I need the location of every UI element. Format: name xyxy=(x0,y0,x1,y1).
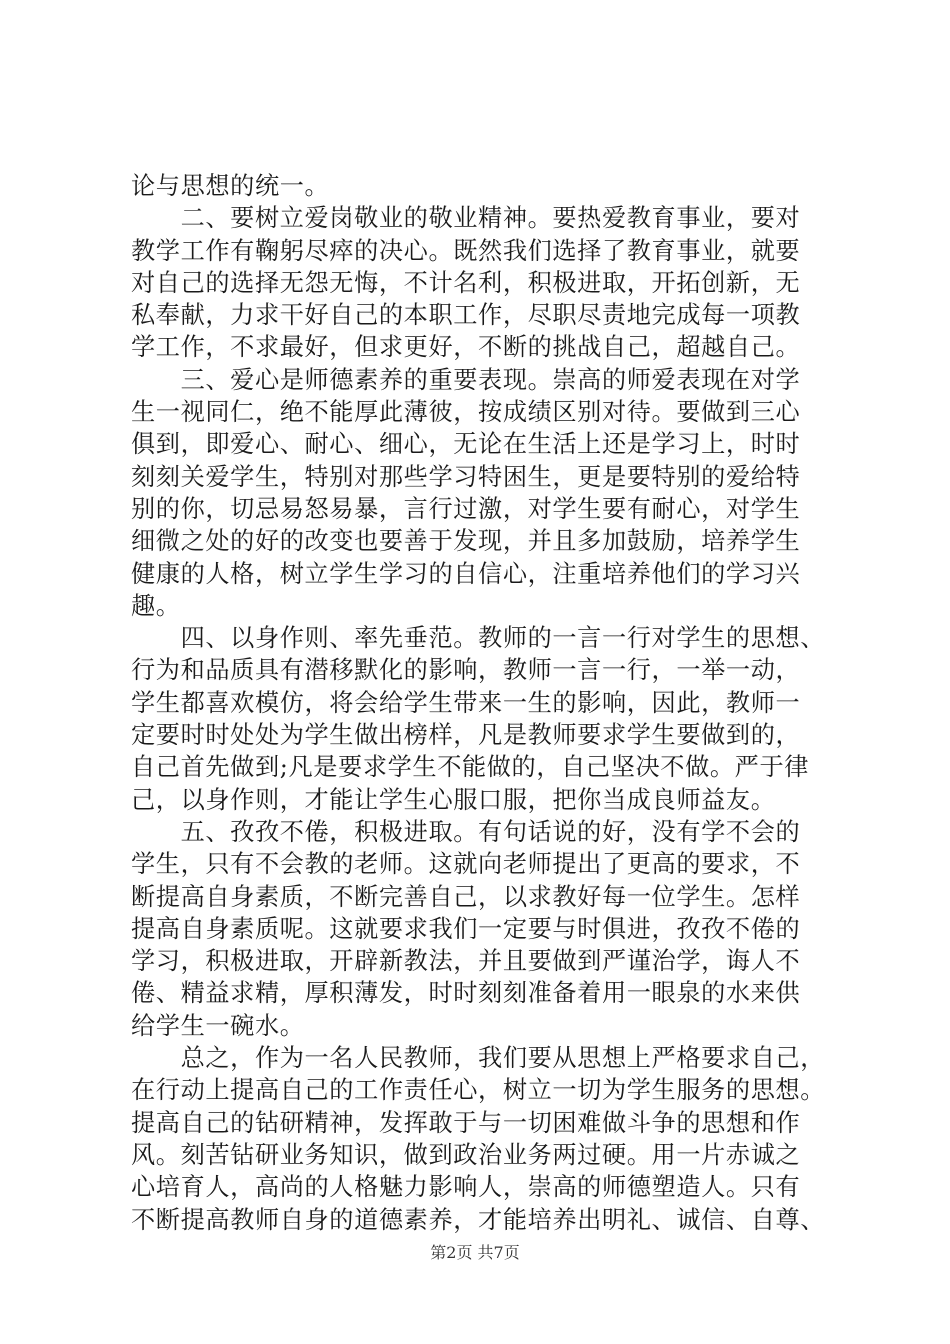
text-line: 四、以身作则、率先垂范。教师的一言一行对学生的思想、 xyxy=(131,624,826,653)
text-line: 自己首先做到;凡是要求学生不能做的，自己坚决不做。严于律 xyxy=(131,753,810,782)
text-line: 己，以身作则，才能让学生心服口服，把你当成良师益友。 xyxy=(131,785,776,814)
text-line: 健康的人格，树立学生学习的自信心，注重培养他们的学习兴 xyxy=(131,559,801,588)
text-line: 刻刻关爱学生，特别对那些学习特困生，更是要特别的爱给特 xyxy=(131,462,801,491)
text-line: 总之，作为一名人民教师，我们要从思想上严格要求自己， xyxy=(131,1044,826,1073)
text-line: 三、爱心是师德素养的重要表现。崇高的师爱表现在对学 xyxy=(131,365,801,394)
text-line: 学生，只有不会教的老师。这就向老师提出了更高的要求，不 xyxy=(131,850,801,879)
text-line: 论与思想的统一。 xyxy=(131,172,330,200)
text-line: 细微之处的好的改变也要善于发现，并且多加鼓励，培养学生 xyxy=(131,527,801,556)
text-line: 给学生一碗水。 xyxy=(131,1011,305,1040)
text-line: 学工作，不求最好，但求更好，不断的挑战自己，超越自己。 xyxy=(131,333,801,362)
text-line: 五、孜孜不倦，积极进取。有句话说的好，没有学不会的 xyxy=(131,817,801,846)
text-line: 二、要树立爱岗敬业的敬业精神。要热爱教育事业，要对 xyxy=(131,204,801,233)
text-line: 风。刻苦钻研业务知识，做到政治业务两过硬。用一片赤诚之 xyxy=(131,1140,801,1169)
page-number-footer: 第2页 共7页 xyxy=(430,1243,520,1262)
text-line: 别的你，切忌易怒易暴，言行过激，对学生要有耐心，对学生 xyxy=(131,494,801,523)
text-line: 断提高自身素质，不断完善自己，以求教好每一位学生。怎样 xyxy=(131,882,801,911)
text-line: 对自己的选择无怨无悔，不计名利，积极进取，开拓创新，无 xyxy=(131,268,801,297)
text-line: 不断提高教师自身的道德素养，才能培养出明礼、诚信、自尊、 xyxy=(131,1205,826,1234)
text-line: 心培育人，高尚的人格魅力影响人，崇高的师德塑造人。只有 xyxy=(131,1173,801,1202)
body-text xyxy=(131,170,851,1236)
text-line: 提高自身素质呢。这就要求我们一定要与时俱进，孜孜不倦的 xyxy=(131,914,801,943)
text-line: 学生都喜欢模仿，将会给学生带来一生的影响，因此，教师一 xyxy=(131,688,801,717)
text-line: 行为和品质具有潜移默化的影响，教师一言一行，一举一动， xyxy=(131,656,801,685)
text-line: 私奉献，力求干好自己的本职工作，尽职尽责地完成每一项教 xyxy=(131,301,801,330)
text-line: 教学工作有鞠躬尽瘁的决心。既然我们选择了教育事业，就要 xyxy=(131,236,801,265)
text-line: 提高自己的钻研精神，发挥敢于与一切困难做斗争的思想和作 xyxy=(131,1108,801,1137)
text-line: 倦、精益求精，厚积薄发，时时刻刻准备着用一眼泉的水来供 xyxy=(131,979,801,1008)
text-line: 俱到，即爱心、耐心、细心，无论在生活上还是学习上，时时 xyxy=(131,430,801,459)
text-line: 趣。 xyxy=(131,591,181,620)
text-line: 定要时时处处为学生做出榜样，凡是教师要求学生要做到的， xyxy=(131,721,801,750)
text-line: 生一视同仁，绝不能厚此薄彼，按成绩区别对待。要做到三心 xyxy=(131,398,801,427)
text-line: 学习，积极进取，开辟新教法，并且要做到严谨治学，诲人不 xyxy=(131,947,801,976)
text-line: 在行动上提高自己的工作责任心，树立一切为学生服务的思想。 xyxy=(131,1076,826,1105)
